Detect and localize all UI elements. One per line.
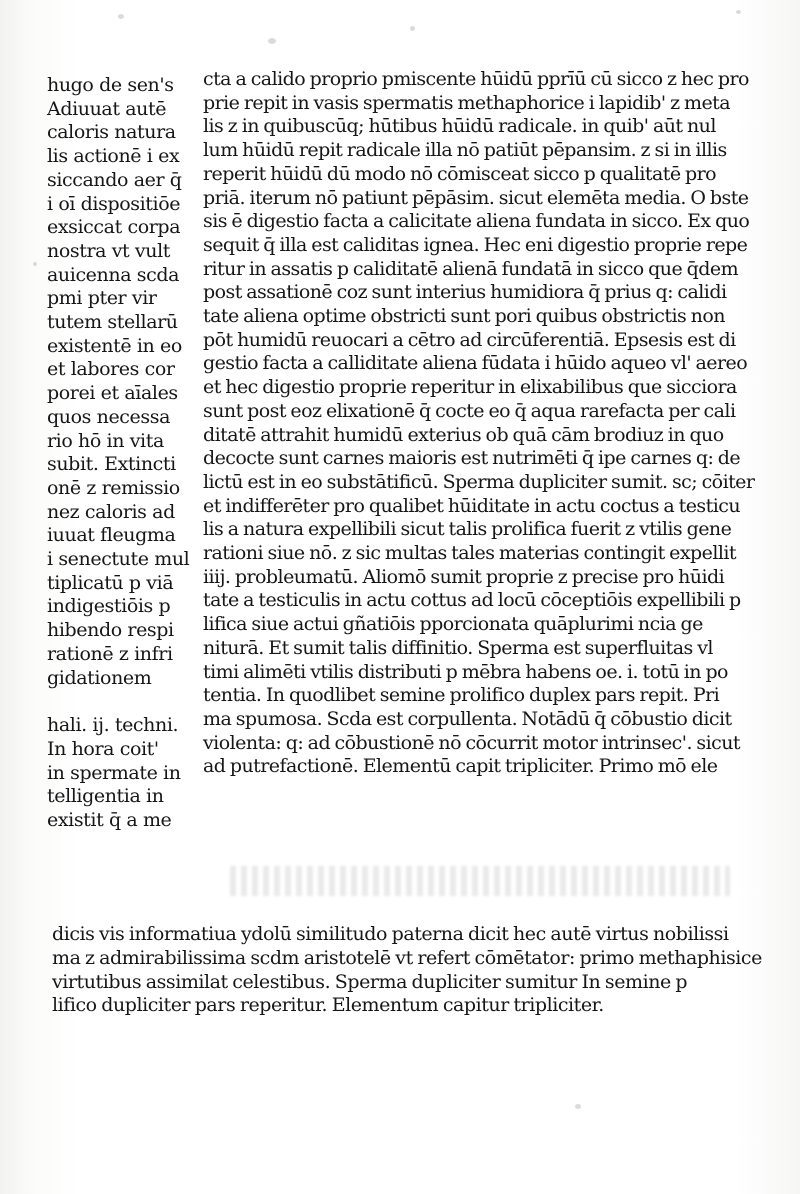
show-through-bleed bbox=[230, 866, 730, 896]
margin-line: tutem stellarū bbox=[47, 311, 178, 334]
text-line: cta a calido proprio pmiscente hūidū pprīū cū sicco z hec pro bbox=[203, 68, 749, 90]
margin-line: tiplicatū p viā bbox=[47, 571, 174, 594]
margin-line: onē z remissio bbox=[47, 476, 180, 499]
text-line: lis a natura expellibili sicut talis prolifica fuerit z vtilis gene bbox=[203, 518, 732, 541]
margin-line: hugo de sen's bbox=[47, 74, 174, 96]
text-line: ritur in assatis p caliditatē alienā fundatā in sicco que q̄dem bbox=[203, 257, 739, 280]
text-line: dicis vis informatiua ydolū similitudo paterna dicit hec autē virtus nobilissi bbox=[52, 923, 729, 945]
margin-line: siccando aer q̄ bbox=[47, 168, 182, 191]
margin-line: in spermate in bbox=[47, 761, 181, 784]
margin-line: rationē z infri bbox=[47, 642, 173, 665]
text-line: lis z in quibuscūq; hūtibus hūidū radicale. in quib' aūt nul bbox=[203, 115, 716, 138]
margin-line: nostra vt vult bbox=[47, 239, 171, 262]
text-line: et indifferēter pro qualibet hūiditate in actu coctus a testicu bbox=[203, 494, 741, 517]
paper-speck bbox=[268, 38, 276, 44]
margin-line: i senectute mul bbox=[47, 548, 190, 571]
text-line: ma spumosa. Scda est corpullenta. Notādū q̄ cōbustio dicit bbox=[203, 707, 732, 730]
text-line: priā. iterum nō patiunt pēpāsim. sicut elemēta media. O bste bbox=[203, 186, 749, 209]
text-line: sequit q̄ illa est caliditas ignea. Hec eni digestio proprie repe bbox=[203, 233, 748, 256]
text-line: lum hūidū repit radicale illa nō patiūt pēpansim. z si in illis bbox=[203, 139, 727, 162]
margin-line: porei et aīales bbox=[47, 382, 178, 405]
full-width-text-block bbox=[52, 923, 777, 1018]
margin-line: gidationem bbox=[47, 666, 152, 689]
paper-speck bbox=[118, 14, 124, 19]
text-line: lifica siue actui gñatiōis pporcionata quāplurimi ncia ge bbox=[203, 613, 703, 636]
text-line: niturā. Et sumit talis diffinitio. Sperma est superfluitas vl bbox=[203, 636, 713, 659]
text-line: gestio facta a calliditate aliena fūdata i hūido aqueo vl' aereo bbox=[203, 352, 748, 375]
margin-line: indigestiōis p bbox=[47, 595, 171, 618]
text-line: tate aliena optime obstricti sunt pori quibus obstrictis non bbox=[203, 305, 725, 328]
margin-line: et labores cor bbox=[47, 358, 175, 381]
margin-line: existentē in eo bbox=[47, 334, 182, 357]
text-line: tentia. In quodlibet semine prolifico duplex pars repit. Pri bbox=[203, 684, 720, 707]
text-line: iiij. probleumatū. Aliomō sumit proprie z precise pro hūidi bbox=[203, 565, 725, 588]
text-line: ditatē attrahit humidū exterius ob quā cām brodiuz in quo bbox=[203, 423, 724, 446]
text-line: sis ē digestio facta a calicitate aliena fundata in sicco. Ex quo bbox=[203, 210, 750, 233]
margin-line: hali. ij. techni. bbox=[47, 714, 179, 737]
text-line: rationi siue nō. z sic multas tales materias contingit expellit bbox=[203, 542, 736, 565]
margin-line: hibendo respi bbox=[47, 619, 174, 642]
margin-line: rio hō in vita bbox=[47, 429, 164, 452]
paper-speck bbox=[575, 1104, 581, 1109]
margin-line: subit. Extincti bbox=[47, 453, 176, 476]
text-line: ma z admirabilissima scdm aristotelē vt refert cōmētator: primo methaphisice bbox=[52, 946, 762, 969]
text-line: virtutibus assimilat celestibus. Sperma dupliciter sumitur In semine p bbox=[52, 970, 688, 993]
text-line: violenta: q: ad cōbustionē nō cōcurrit motor intrinsec'. sicut bbox=[203, 731, 741, 754]
paper-speck bbox=[410, 26, 415, 31]
text-line: sunt post eoz elixationē q̄ cocte eo q̄ aqua rarefacta per cali bbox=[203, 399, 736, 422]
margin-line: existit q̄ a me bbox=[47, 809, 172, 832]
text-line: lictū est in eo substātificū. Sperma dupliciter sumit. sc; cōiter bbox=[203, 470, 755, 493]
margin-line: i oī dispositiōe bbox=[47, 192, 181, 215]
margin-line: caloris natura bbox=[47, 121, 176, 144]
paper-speck bbox=[736, 10, 741, 14]
margin-line: iuuat fleugma bbox=[47, 524, 176, 547]
text-line: prie repit in vasis spermatis methaphorice i lapidib' z meta bbox=[203, 91, 731, 114]
margin-line: lis actionē i ex bbox=[47, 145, 180, 168]
margin-line: nez caloris ad bbox=[47, 500, 175, 523]
paper-speck bbox=[33, 262, 37, 266]
text-line: timi alimēti vtilis distributi p mēbra habens oe. i. totū in po bbox=[203, 660, 728, 683]
margin-line: In hora coit' bbox=[47, 737, 159, 760]
main-text-block bbox=[203, 68, 773, 779]
text-line: tate a testiculis in actu cottus ad locū cōceptiōis expellibili p bbox=[203, 589, 741, 612]
margin-gloss bbox=[47, 74, 199, 833]
margin-line: auicenna scda bbox=[47, 263, 180, 286]
margin-line: quos necessa bbox=[47, 405, 171, 428]
margin-line: pmi pter vir bbox=[47, 287, 157, 310]
text-line: lifico dupliciter pars reperitur. Elementum capitur tripliciter. bbox=[52, 994, 604, 1017]
margin-line: telligentia in bbox=[47, 785, 164, 808]
text-line: post assationē coz sunt interius humidiora q̄ prius q: calidi bbox=[203, 281, 727, 304]
text-line: decocte sunt carnes maioris est nutrimēti q̄ ipe carnes q: de bbox=[203, 447, 741, 470]
text-line: pōt humidū reuocari a cētro ad circūferentiā. Epsesis est di bbox=[203, 328, 736, 351]
text-line: reperit hūidū dū modo nō cōmisceat sicco p qualitatē pro bbox=[203, 162, 717, 185]
margin-line: exsiccat corpa bbox=[47, 216, 181, 239]
margin-line: Adiuuat autē bbox=[47, 97, 167, 120]
text-line: et hec digestio proprie reperitur in elixabilibus que sicciora bbox=[203, 376, 737, 399]
text-line: ad putrefactionē. Elementū capit tripliciter. Primo mō ele bbox=[203, 755, 718, 778]
